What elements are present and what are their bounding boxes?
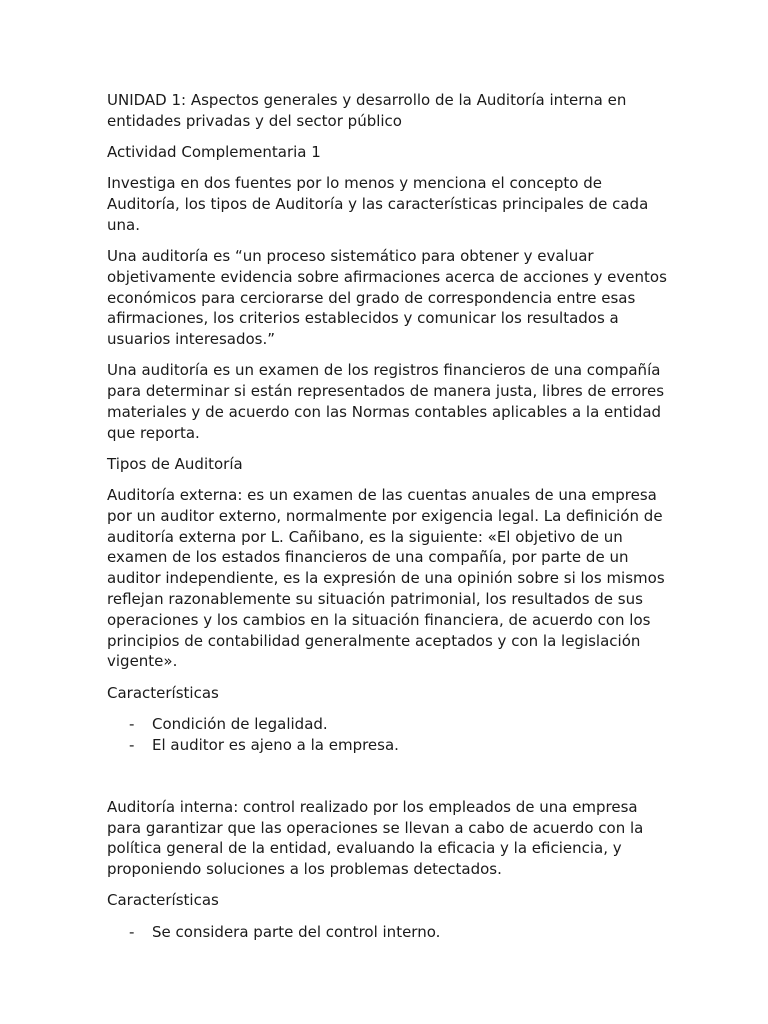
list-item-text: Se considera parte del control interno. <box>152 922 441 941</box>
list-item <box>107 922 667 943</box>
external-audit-paragraph: Auditoría externa: es un examen de las cuentas anuales de una empresa por un auditor externo, normalmente por exigencia legal. La definición de auditoría externa por L. Cañibano, es la siguiente: «El objetivo de un examen de los estados financieros de una compañía, por parte de un auditor independiente, es la expresión de una opinión sobre si los mismos reflejan razonablemente su situación patrimonial, los resultados de sus operaciones y los cambios en la situación financiera, de acuerdo con los principios de contabilidad generalmente aceptados y con la legislación vigente». <box>107 486 665 671</box>
dash-marker: - <box>129 922 135 941</box>
external-characteristics-heading: Características <box>107 683 219 702</box>
list-item <box>107 735 667 756</box>
dash-marker: - <box>129 714 135 733</box>
document-title: UNIDAD 1: Aspectos generales y desarrollo de la Auditoría interna en entidades privadas y del sector público <box>107 91 627 130</box>
document-page <box>107 90 667 953</box>
instruction-paragraph: Investiga en dos fuentes por lo menos y menciona el concepto de Auditoría, los tipos de Auditoría y las características principales de cada una. <box>107 174 649 234</box>
internal-characteristics-heading: Características <box>107 891 219 910</box>
list-item <box>107 714 667 735</box>
internal-audit-paragraph: Auditoría interna: control realizado por los empleados de una empresa para garantizar que las operaciones se llevan a cabo de acuerdo con la política general de la entidad, evaluando la eficacia y la eficiencia, y proponiendo soluciones a los problemas detectados. <box>107 797 644 879</box>
definition-paragraph-2: Una auditoría es un examen de los registros financieros de una compañía para determinar si están representados de manera justa, libres de errores materiales y de acuerdo con las Normas contables aplicables a la entidad que reporta. <box>107 361 665 442</box>
blank-line <box>107 766 667 797</box>
definition-paragraph-1: Una auditoría es “un proceso sistemático para obtener y evaluar objetivamente evidencia sobre afirmaciones acerca de acciones y eventos económicos para cerciorarse del grado de correspondencia entre esas afirmaciones, los criterios establecidos y comunicar los resultados a usuarios interesados.” <box>107 246 667 349</box>
list-item-text: El auditor es ajeno a la empresa. <box>152 735 399 754</box>
internal-characteristics-list <box>107 922 667 943</box>
list-item-text: Condición de legalidad. <box>152 714 328 733</box>
external-characteristics-list <box>107 714 667 756</box>
activity-heading: Actividad Complementaria 1 <box>107 142 321 161</box>
types-heading: Tipos de Auditoría <box>107 454 243 473</box>
dash-marker: - <box>129 735 135 754</box>
